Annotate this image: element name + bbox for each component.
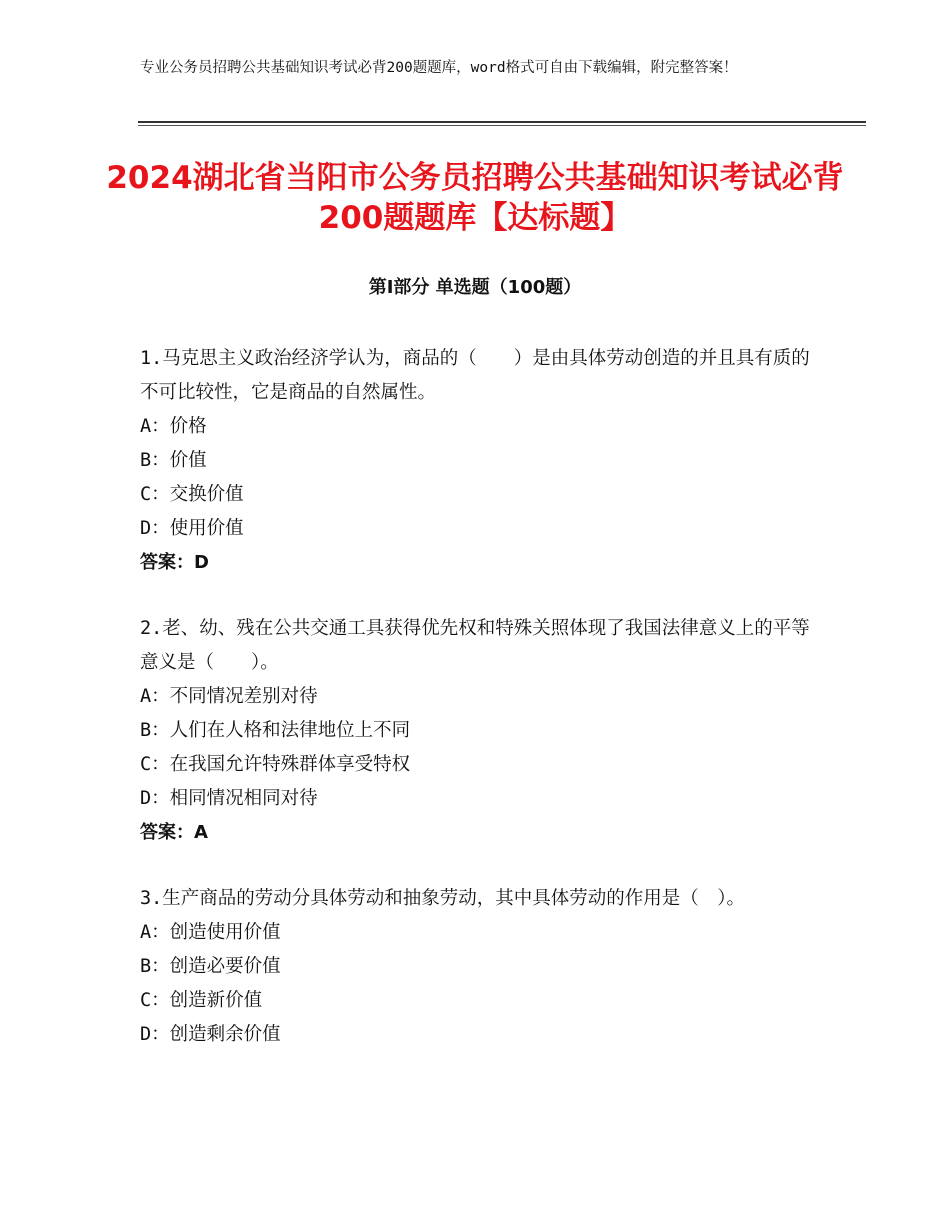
option-a: A：创造使用价值: [140, 922, 281, 943]
question-3: [140, 882, 812, 1052]
option-b: B：人们在人格和法律地位上不同: [140, 720, 411, 741]
question-list: [140, 342, 812, 1052]
option-d: D：使用价值: [140, 518, 244, 539]
question-2: [140, 612, 812, 850]
question-stem: 2.老、幼、残在公共交通工具获得优先权和特殊关照体现了我国法律意义上的平等意义是（ ）。: [140, 618, 810, 673]
answer: 答案：A: [140, 822, 208, 843]
question-spacer: [140, 580, 812, 612]
question-stem: 3.生产商品的劳动分具体劳动和抽象劳动，其中具体劳动的作用是（ ）。: [140, 888, 746, 909]
option-c: C：在我国允许特殊群体享受特权: [140, 754, 411, 775]
header-rule: [138, 121, 866, 123]
option-a: A：不同情况差别对待: [140, 686, 318, 707]
option-a: A：价格: [140, 416, 207, 437]
option-c: C：交换价值: [140, 484, 244, 505]
question-spacer: [140, 850, 812, 882]
header-note: 专业公务员招聘公共基础知识考试必背200题题库，word格式可自由下载编辑，附完整答案！: [140, 60, 738, 76]
option-c: C：创造新价值: [140, 990, 263, 1011]
document-title: 2024湖北省当阳市公务员招聘公共基础知识考试必背200题题库【达标题】: [106, 160, 844, 236]
question-stem: 1.马克思主义政治经济学认为，商品的（ ）是由具体劳动创造的并且具有质的不可比较性，它是商品的自然属性。: [140, 348, 810, 403]
question-1: [140, 342, 812, 580]
option-d: D：相同情况相同对待: [140, 788, 318, 809]
option-b: B：创造必要价值: [140, 956, 281, 977]
answer: 答案：D: [140, 552, 209, 573]
option-d: D：创造剩余价值: [140, 1024, 281, 1045]
header-rule-thin: [138, 125, 866, 126]
section-title: 第Ⅰ部分 单选题（100题）: [368, 277, 582, 298]
option-b: B：价值: [140, 450, 207, 471]
